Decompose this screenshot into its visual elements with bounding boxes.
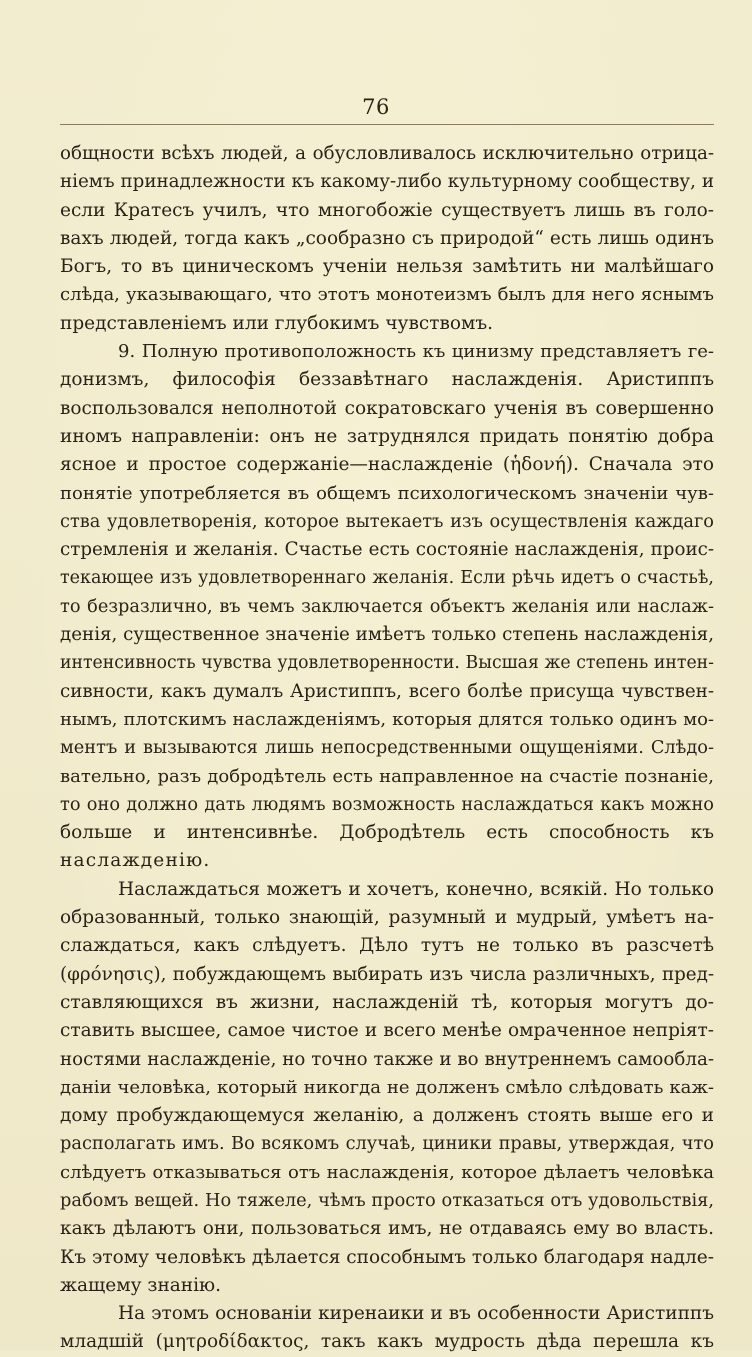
text-line: интенсивность чувства удовлетворенности. Высшая же степень интен- bbox=[60, 653, 714, 674]
text-line: ства удовлетворенія, которое вытекаетъ изъ осуществленія каждаго bbox=[60, 511, 714, 532]
text-line: Къ этому человѣкъ дѣлается способнымъ только благодаря надле- bbox=[60, 1246, 714, 1268]
text-line: младшій (μητροδίδακτος, такъ какъ мудрость дѣда перешла къ bbox=[60, 1331, 714, 1353]
text-line: понятіе употребляется въ общемъ психологическомъ значеніи чув- bbox=[60, 482, 714, 504]
text-line: 9. Полную противоположность къ цинизму представляетъ ге- bbox=[118, 341, 714, 363]
text-line: ментъ и вызываются лишь непосредственными ощущеніями. Слѣдо- bbox=[60, 738, 714, 759]
text-line: слѣда, указывающаго, что этотъ монотеизмъ былъ для него яснымъ bbox=[60, 284, 714, 306]
text-line: слѣдуетъ отказываться отъ наслажденія, которое дѣлаетъ человѣка bbox=[60, 1161, 714, 1183]
text-line: больше и интенсивнѣе. Добродѣтель есть способность къ bbox=[60, 822, 714, 844]
body-text bbox=[60, 140, 714, 1357]
text-line: ставляющихся въ жизни, наслажденій тѣ, которыя могутъ до- bbox=[60, 991, 714, 1013]
text-line: сивности, какъ думалъ Аристиппъ, всего болѣе присуща чувствен- bbox=[60, 680, 714, 702]
text-line: вахъ людей, тогда какъ „сообразно съ природой“ есть лишь одинъ bbox=[60, 227, 714, 249]
text-line: дому пробуждающемуся желанію, а долженъ стоять выше его и bbox=[60, 1105, 714, 1127]
text-line: Наслаждаться можетъ и хочетъ, конечно, всякій. Но только bbox=[118, 878, 714, 900]
text-line: располагать имъ. Во всякомъ случаѣ, циники правы, утверждая, что bbox=[60, 1134, 714, 1155]
text-line: ясное и простое содержаніе—наслажденіе (ἡδονή). Сначала это bbox=[60, 454, 714, 476]
text-line: вательно, разъ добродѣтель есть направленное на счастіе познаніе, bbox=[60, 765, 714, 787]
text-line: текающее изъ удовлетвореннаго желанія. Если рѣчь идетъ о счастьѣ, bbox=[60, 568, 714, 589]
text-line: даніи человѣка, который никогда не долженъ смѣло слѣдовать каж- bbox=[60, 1076, 714, 1098]
text-line: наслажденію. bbox=[60, 850, 211, 872]
text-line: денія, существенное значеніе имѣетъ только степень наслажденія, bbox=[60, 624, 714, 646]
text-line: если Кратесъ училъ, что многобожіе существуетъ лишь въ голо- bbox=[60, 199, 714, 221]
text-line: общности всѣхъ людей, а обусловливалось исключительно отрица- bbox=[60, 143, 714, 164]
text-line: нымъ, плотскимъ наслажденіямъ, которыя длятся только одинъ мо- bbox=[60, 708, 714, 730]
text-line: рабомъ вещей. Но тяжеле, чѣмъ просто отказаться отъ удовольствія, bbox=[60, 1190, 714, 1211]
text-line: какъ дѣлаютъ они, пользоваться имъ, не отдаваясь ему во власть. bbox=[60, 1218, 714, 1240]
text-line: то безразлично, въ чемъ заключается объектъ желанія или наслаж- bbox=[60, 596, 714, 617]
text-line: жащему знанію. bbox=[60, 1274, 222, 1296]
page-number: 76 bbox=[362, 95, 390, 119]
text-line: то оно должно дать людямъ возможность наслаждаться какъ можно bbox=[60, 794, 714, 815]
text-line: воспользовался неполнотой сократовскаго ученія въ совершенно bbox=[60, 397, 714, 419]
text-line: ностями наслажденіе, но точно также и во внутреннемъ самооблa- bbox=[60, 1048, 714, 1070]
text-line: слаждаться, какъ слѣдуетъ. Дѣло тутъ не только въ разсчетѣ bbox=[60, 935, 714, 957]
text-line: На этомъ основаніи киренаики и въ особенности Аристиппъ bbox=[118, 1303, 714, 1325]
text-line: представленіемъ или глубокимъ чувствомъ. bbox=[60, 312, 494, 334]
text-line: иномъ направленіи: онъ не затруднялся придать понятію добра bbox=[60, 425, 714, 447]
text-line: ніемъ принадлежности къ какому-либо культурному сообществу, и bbox=[60, 171, 714, 193]
header-rule bbox=[60, 124, 714, 125]
text-line: донизмъ, философія беззавѣтнаго наслажденія. Аристиппъ bbox=[60, 369, 714, 391]
text-line: ставить высшее, самое чистое и всего менѣе омраченное непріят- bbox=[60, 1020, 714, 1042]
text-line: образованный, только знающій, разумный и мудрый, умѣетъ на- bbox=[60, 907, 714, 929]
text-line: стремленія и желанія. Счастье есть состояніе наслажденія, проис- bbox=[60, 539, 714, 561]
text-line: Богъ, то въ циническомъ ученіи нельзя замѣтить ни малѣйшаго bbox=[60, 256, 714, 278]
text-line: (φρόνησις), побуждающемъ выбирать изъ числа различныхъ, пред- bbox=[60, 963, 714, 985]
